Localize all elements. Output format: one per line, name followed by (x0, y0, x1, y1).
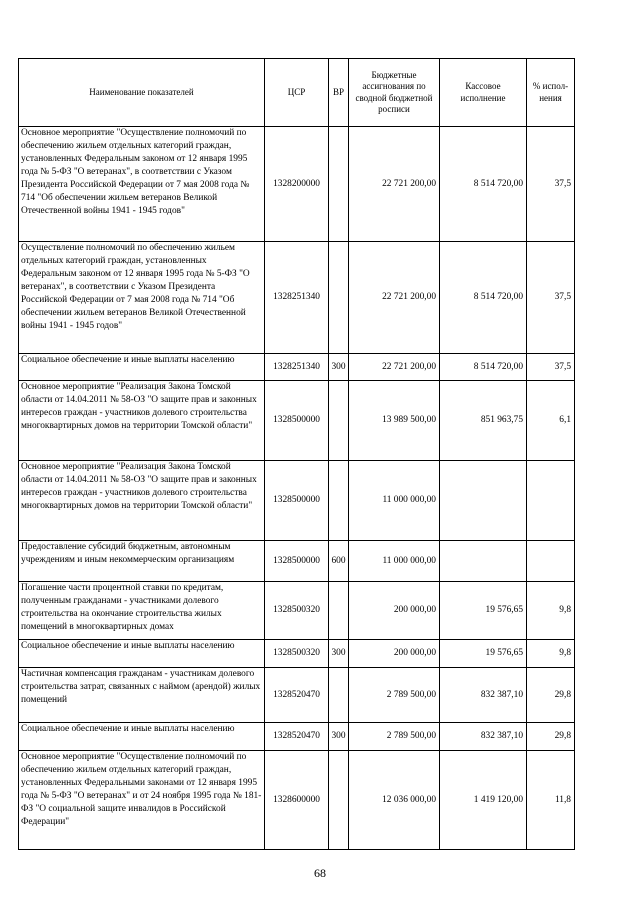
row-csr: 1328200000 (265, 127, 329, 242)
row-csr: 1328500000 (265, 541, 329, 582)
row-cash: 8 514 720,00 (440, 354, 527, 381)
row-pct: 37,5 (527, 242, 575, 354)
row-cash: 8 514 720,00 (440, 242, 527, 354)
row-budget: 200 000,00 (349, 640, 440, 668)
row-vr (329, 381, 349, 461)
row-budget: 22 721 200,00 (349, 354, 440, 381)
row-pct: 6,1 (527, 381, 575, 461)
table-row (19, 723, 575, 751)
budget-execution-table (18, 58, 575, 850)
table-row (19, 354, 575, 381)
row-vr (329, 127, 349, 242)
header-name: Наименование показателей (19, 59, 265, 127)
row-pct: 37,5 (527, 354, 575, 381)
row-pct (527, 461, 575, 541)
row-vr (329, 751, 349, 850)
row-pct (527, 541, 575, 582)
header-cash: Кассовое исполнение (440, 59, 527, 127)
row-vr (329, 668, 349, 723)
row-csr: 1328520470 (265, 668, 329, 723)
row-pct: 11,8 (527, 751, 575, 850)
row-name: Основное мероприятие "Осуществление полномочий по обеспечению жильем отдельных категорий граждан, установленных Федеральным законом от 12 января 1995 года № 5-ФЗ "О ветеранах", в соответствии с Указом Президента Российской Федерации от 7 мая 2008 года № 714 "Об обеспечении жильем ветеранов Великой Отечественной войны 1941 - 1945 годов" (19, 127, 265, 242)
row-name: Социальное обеспечение и иные выплаты населению (19, 640, 265, 668)
row-pct: 29,8 (527, 668, 575, 723)
row-cash: 851 963,75 (440, 381, 527, 461)
table-row (19, 668, 575, 723)
table-row (19, 582, 575, 640)
row-pct: 37,5 (527, 127, 575, 242)
row-csr: 1328500320 (265, 582, 329, 640)
row-vr (329, 582, 349, 640)
row-name: Осуществление полномочий по обеспечению жильем отдельных категорий граждан, установленных Федеральным законом от 12 января 1995 года № 5-ФЗ "О ветеранах", в соответствии с Указом Президента Российской Федерации от 7 мая 2008 года № 714 "Об обеспечении жильем ветеранов Великой Отечественной войны 1941 - 1945 годов" (19, 242, 265, 354)
row-budget: 11 000 000,00 (349, 461, 440, 541)
row-name: Частичная компенсация гражданам - участникам долевого строительства затрат, связанных с наймом (арендой) жилых помещений (19, 668, 265, 723)
row-csr: 1328500000 (265, 461, 329, 541)
row-csr: 1328500320 (265, 640, 329, 668)
row-name: Основное мероприятие "Осуществление полномочий по обеспечению жильем отдельных категорий граждан, установленных Федеральными законами от 12 января 1995 года № 5-ФЗ "О ветеранах" и от 24 ноября 1995 года № 181-ФЗ "О социальной защите инвалидов в Российской Федерации" (19, 751, 265, 850)
row-vr: 300 (329, 640, 349, 668)
row-budget: 12 036 000,00 (349, 751, 440, 850)
row-cash (440, 461, 527, 541)
row-budget: 22 721 200,00 (349, 127, 440, 242)
table-row (19, 242, 575, 354)
row-csr: 1328500000 (265, 381, 329, 461)
row-budget: 2 789 500,00 (349, 723, 440, 751)
table-row (19, 461, 575, 541)
table-row (19, 127, 575, 242)
row-budget: 22 721 200,00 (349, 242, 440, 354)
row-name: Погашение части процентной ставки по кредитам, полученным гражданами - участниками долевого строительства на окончание строительства жилых помещений в многоквартирных домах (19, 582, 265, 640)
row-csr: 1328600000 (265, 751, 329, 850)
table-row (19, 381, 575, 461)
table-row (19, 640, 575, 668)
header-row (19, 59, 575, 127)
header-budget: Бюджетные ассигнования по сводной бюджетной росписи (349, 59, 440, 127)
page-number: 68 (314, 866, 326, 880)
header-csr: ЦСР (265, 59, 329, 127)
row-name: Основное мероприятие "Реализация Закона Томской области от 14.04.2011 № 58-ОЗ "О защите прав и законных интересов граждан - участников долевого строительства многоквартирных домов на территории Томской области" (19, 461, 265, 541)
row-name: Социальное обеспечение и иные выплаты населению (19, 354, 265, 381)
row-cash: 1 419 120,00 (440, 751, 527, 850)
row-cash (440, 541, 527, 582)
row-vr: 600 (329, 541, 349, 582)
row-pct: 29,8 (527, 723, 575, 751)
row-cash: 8 514 720,00 (440, 127, 527, 242)
row-csr: 1328251340 (265, 354, 329, 381)
row-csr: 1328251340 (265, 242, 329, 354)
row-name: Социальное обеспечение и иные выплаты населению (19, 723, 265, 751)
row-vr (329, 461, 349, 541)
row-vr: 300 (329, 723, 349, 751)
row-budget: 13 989 500,00 (349, 381, 440, 461)
header-vr: ВР (329, 59, 349, 127)
row-cash: 832 387,10 (440, 723, 527, 751)
row-budget: 2 789 500,00 (349, 668, 440, 723)
row-csr: 1328520470 (265, 723, 329, 751)
row-pct: 9,8 (527, 640, 575, 668)
header-pct: % испол-нения (527, 59, 575, 127)
row-budget: 11 000 000,00 (349, 541, 440, 582)
table-row (19, 541, 575, 582)
row-pct: 9,8 (527, 582, 575, 640)
row-name: Основное мероприятие "Реализация Закона Томской области от 14.04.2011 № 58-ОЗ "О защите прав и законных интересов граждан - участников долевого строительства многоквартирных домов на территории Томской области" (19, 381, 265, 461)
row-vr (329, 242, 349, 354)
row-cash: 19 576,65 (440, 640, 527, 668)
row-cash: 19 576,65 (440, 582, 527, 640)
row-budget: 200 000,00 (349, 582, 440, 640)
row-cash: 832 387,10 (440, 668, 527, 723)
row-vr: 300 (329, 354, 349, 381)
row-name: Предоставление субсидий бюджетным, автономным учреждениям и иным некоммерческим организациям (19, 541, 265, 582)
table-row (19, 751, 575, 850)
